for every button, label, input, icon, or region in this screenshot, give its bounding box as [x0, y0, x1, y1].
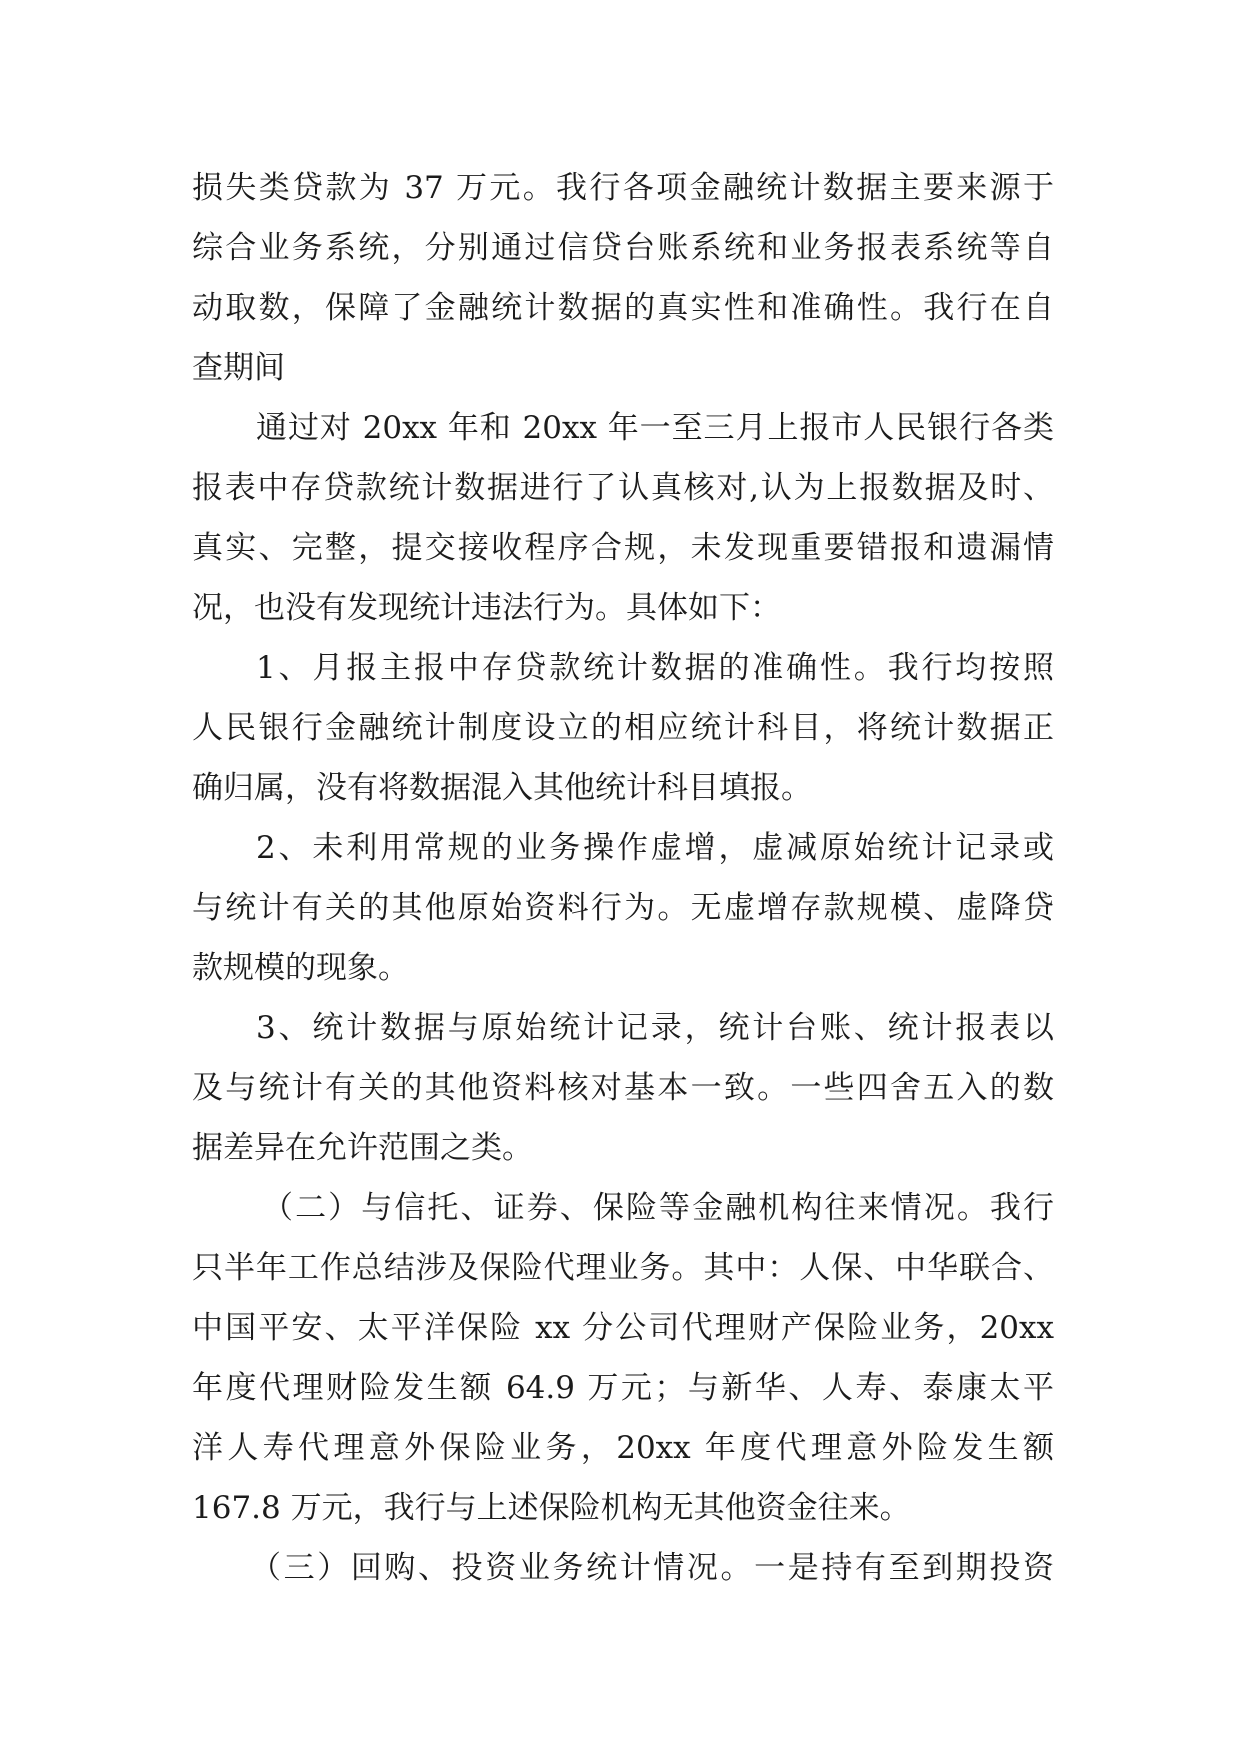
text-line: 损失类贷款为 37 万元。我行各项金融统计数据主要来源于	[192, 170, 1054, 206]
text-line: 与统计有关的其他原始资料行为。无虚增存款规模、虚降贷	[192, 890, 1054, 926]
section-2-first-line: （二）与信托、证券、保险等金融机构往来情况。我行	[262, 1190, 1054, 1226]
list-item-3-first-line: 3、统计数据与原始统计记录，统计台账、统计报表以	[256, 1010, 1054, 1046]
text-line: 查期间	[192, 350, 285, 386]
text-line: 据差异在允许范围之类。	[192, 1130, 533, 1166]
text-line: 确归属，没有将数据混入其他统计科目填报。	[192, 770, 812, 806]
text-line: 人民银行金融统计制度设立的相应统计科目，将统计数据正	[192, 710, 1054, 746]
text-line: 及与统计有关的其他资料核对基本一致。一些四舍五入的数	[192, 1070, 1054, 1106]
text-line: 真实、完整，提交接收程序合规，未发现重要错报和遗漏情	[192, 530, 1054, 566]
body-text	[192, 158, 1054, 1598]
list-item-2-first-line: 2、未利用常规的业务操作虚增，虚减原始统计记录或	[256, 830, 1054, 866]
text-line: 167.8 万元，我行与上述保险机构无其他资金往来。	[192, 1490, 911, 1526]
text-line: 综合业务系统，分别通过信贷台账系统和业务报表系统等自	[192, 230, 1054, 266]
text-line: 年度代理财险发生额 64.9 万元；与新华、人寿、泰康太平	[192, 1370, 1054, 1406]
text-line: 款规模的现象。	[192, 950, 409, 986]
section-3-first-line: （三）回购、投资业务统计情况。一是持有至到期投资	[250, 1550, 1054, 1586]
text-line: 报表中存贷款统计数据进行了认真核对,认为上报数据及时、	[192, 470, 1054, 506]
text-line: 洋人寿代理意外保险业务，20xx 年度代理意外险发生额	[192, 1430, 1054, 1466]
text-line: 况，也没有发现统计违法行为。具体如下：	[192, 590, 781, 626]
text-line: 中国平安、太平洋保险 xx 分公司代理财产保险业务，20xx	[192, 1310, 1054, 1346]
text-line: 动取数，保障了金融统计数据的真实性和准确性。我行在自	[192, 290, 1054, 326]
paragraph-first-line: 通过对 20xx 年和 20xx 年一至三月上报市人民银行各类	[256, 410, 1054, 446]
list-item-1-first-line: 1、月报主报中存贷款统计数据的准确性。我行均按照	[256, 650, 1054, 686]
text-line: 只半年工作总结涉及保险代理业务。其中：人保、中华联合、	[192, 1250, 1054, 1286]
